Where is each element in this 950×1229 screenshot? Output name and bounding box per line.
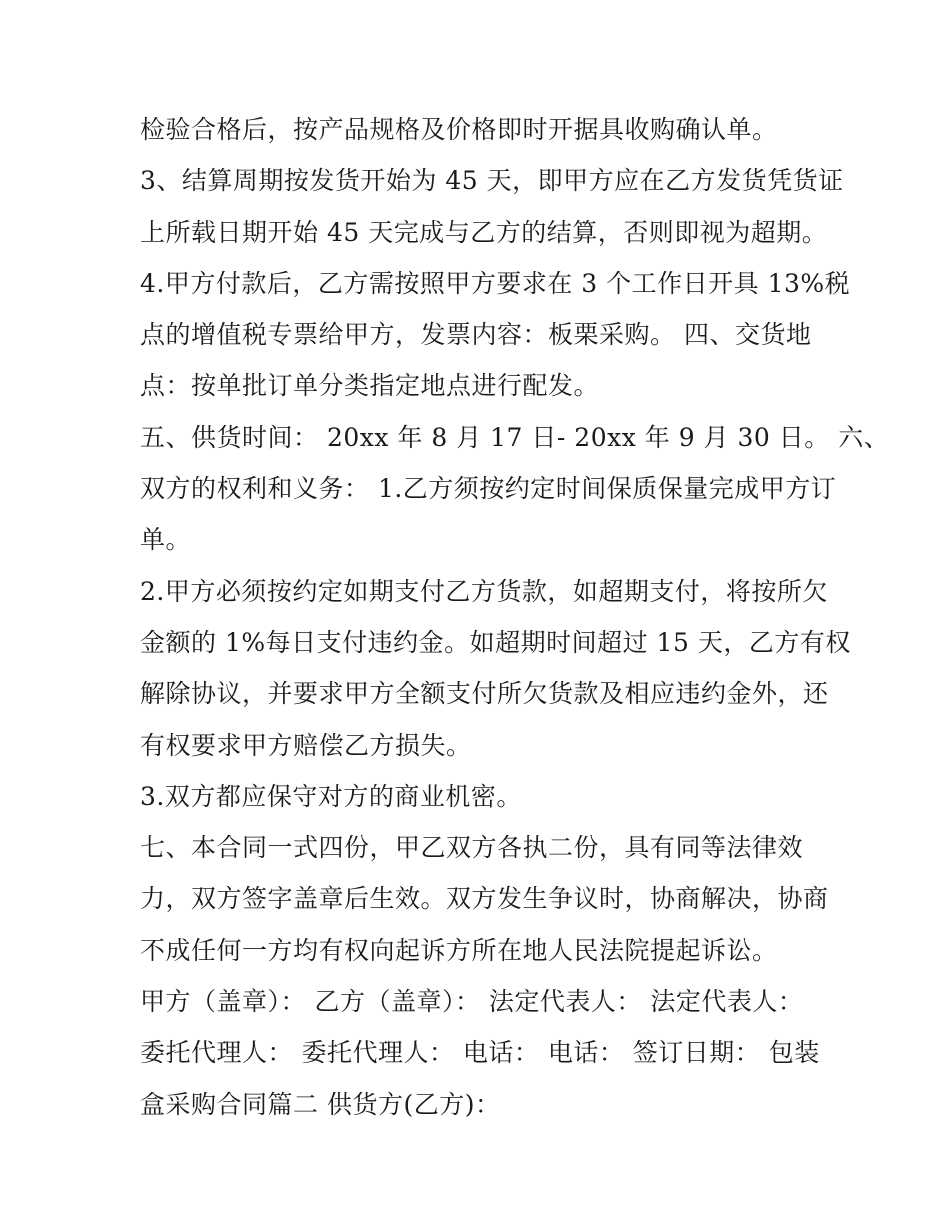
text-line-5: 点的增值税专票给甲方，发票内容：板栗采购。 四、交货地: [140, 320, 812, 350]
text-line-20: 盒采购合同篇二 供货方(乙方)：: [140, 1089, 501, 1119]
text-line-10: 2.甲方必须按约定如期支付乙方货款，如超期支付，将按所欠: [140, 576, 828, 606]
text-line-11: 金额的 1%每日支付违约金。如超期时间超过 15 天，乙方有权: [140, 627, 851, 657]
text-line-13: 有权要求甲方赔偿乙方损失。: [140, 730, 472, 760]
text-line-16: 力，双方签字盖章后生效。双方发生争议时，协商解决，协商: [140, 884, 829, 914]
text-line-17: 不成任何一方均有权向起诉方所在地人民法院提起诉讼。: [140, 935, 778, 965]
text-line-19: 委托代理人： 委托代理人： 电话： 电话： 签订日期： 包装: [140, 1038, 820, 1068]
text-line-1: 检验合格后，按产品规格及价格即时开据具收购确认单。: [140, 115, 778, 144]
text-line-8: 双方的权利和义务： 1.乙方须按约定时间保质保量完成甲方订: [140, 474, 837, 504]
text-line-6: 点：按单批订单分类指定地点进行配发。: [140, 371, 600, 401]
text-line-12: 解除协议，并要求甲方全额支付所欠货款及相应违约金外，还: [140, 679, 829, 709]
text-line-3: 上所载日期开始 45 天完成与乙方的结算，否则即视为超期。: [140, 217, 828, 247]
contract-text: [140, 104, 890, 1130]
text-line-9: 单。: [140, 525, 192, 555]
text-line-4: 4.甲方付款后，乙方需按照甲方要求在 3 个工作日开具 13%税: [140, 268, 851, 298]
text-line-15: 七、本合同一式四份，甲乙双方各执二份，具有同等法律效: [140, 833, 804, 863]
text-line-14: 3.双方都应保守对方的商业机密。: [140, 781, 522, 811]
text-line-2: 3、结算周期按发货开始为 45 天，即甲方应在乙方发货凭货证: [140, 166, 844, 196]
text-line-7: 五、供货时间： 20xx 年 8 月 17 日- 20xx 年 9 月 30 日。 六、: [140, 422, 890, 452]
text-line-18: 甲方（盖章）： 乙方（盖章）： 法定代表人： 法定代表人：: [140, 987, 804, 1017]
